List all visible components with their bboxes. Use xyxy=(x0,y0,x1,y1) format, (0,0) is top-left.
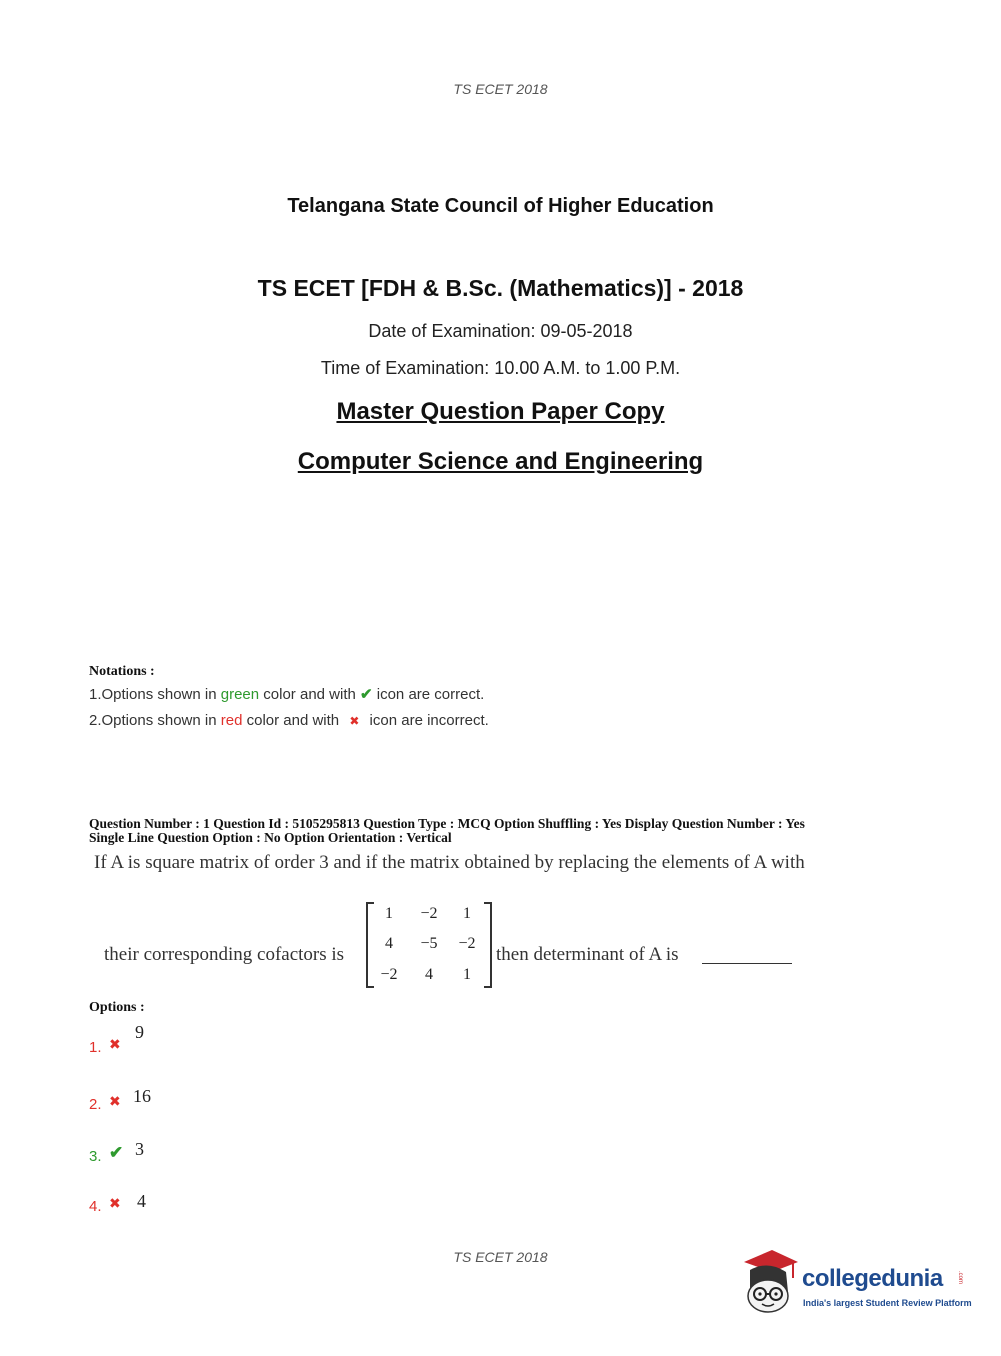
exam-date: Date of Examination: 09-05-2018 xyxy=(368,321,633,341)
option-value: 16 xyxy=(133,1086,151,1106)
notation-text: icon are correct. xyxy=(372,686,485,703)
answer-blank xyxy=(702,963,792,964)
red-word: red xyxy=(220,712,243,729)
matrix-cell: 4 xyxy=(385,935,393,952)
option-number: 3. xyxy=(89,1148,102,1165)
matrix-cell: −2 xyxy=(458,935,476,952)
exam-title: TS ECET [FDH & B.Sc. (Mathematics)] - 2018 xyxy=(257,275,744,301)
matrix-cell: 1 xyxy=(385,905,393,922)
options-title: Options : xyxy=(89,1000,145,1015)
exam-time: Time of Examination: 10.00 A.M. to 1.00 P.M. xyxy=(320,358,681,378)
mascot-logo-icon xyxy=(738,1248,802,1320)
matrix-cell: 4 xyxy=(425,966,433,983)
question-meta-2: Single Line Question Option : No Option Orientation : Vertical xyxy=(89,830,452,845)
cross-icon: ✖ xyxy=(109,1093,121,1109)
council-name: Telangana State Council of Higher Education xyxy=(287,195,714,217)
question-text-before-matrix: their corresponding cofactors is xyxy=(104,944,345,965)
brand-tagline: India's largest Student Review Platform xyxy=(803,1298,972,1308)
notation-text: 2.Options shown in xyxy=(89,712,221,729)
brand-name: collegedunia xyxy=(802,1265,943,1292)
brand-suffix: .com xyxy=(957,1271,963,1285)
notation-text: icon are incorrect. xyxy=(365,712,489,729)
master-copy-heading: Master Question Paper Copy xyxy=(336,398,665,425)
check-icon: ✔ xyxy=(109,1143,124,1162)
matrix-cell: −2 xyxy=(380,966,398,983)
question-meta-1: Question Number : 1 Question Id : 5105295813 Question Type : MCQ Option Shuffling : Yes Display Question Number : Yes xyxy=(89,816,805,831)
matrix-cell: 1 xyxy=(463,905,471,922)
matrix-cell: −2 xyxy=(420,905,438,922)
check-icon: ✔ xyxy=(360,686,373,703)
option-value: 9 xyxy=(135,1022,144,1042)
option-value: 4 xyxy=(137,1191,146,1211)
green-word: green xyxy=(220,686,260,703)
option-number: 2. xyxy=(89,1096,102,1113)
cross-icon: ✖ xyxy=(349,714,360,728)
question-text: If A is square matrix of order 3 and if the matrix obtained by replacing the elements of A with xyxy=(94,852,805,873)
notations-title: Notations : xyxy=(89,664,155,679)
page-footer: TS ECET 2018 xyxy=(453,1249,548,1265)
option-number: 1. xyxy=(89,1039,102,1056)
option-value: 3 xyxy=(135,1139,144,1159)
notation-text: 1.Options shown in xyxy=(89,686,221,703)
notation-correct xyxy=(89,685,484,703)
notation-text: color and with xyxy=(259,686,361,703)
notation-incorrect xyxy=(89,712,489,729)
page-header: TS ECET 2018 xyxy=(453,81,548,97)
option-number: 4. xyxy=(89,1198,102,1215)
matrix-cell: 1 xyxy=(463,966,471,983)
cross-icon: ✖ xyxy=(109,1195,121,1211)
question-text-after-matrix: then determinant of A is xyxy=(496,944,679,965)
cross-icon: ✖ xyxy=(109,1036,121,1052)
notation-text: color and with xyxy=(242,712,344,729)
matrix-cell: −5 xyxy=(420,935,438,952)
cofactor-matrix xyxy=(366,902,492,988)
subject-heading: Computer Science and Engineering xyxy=(297,448,704,475)
